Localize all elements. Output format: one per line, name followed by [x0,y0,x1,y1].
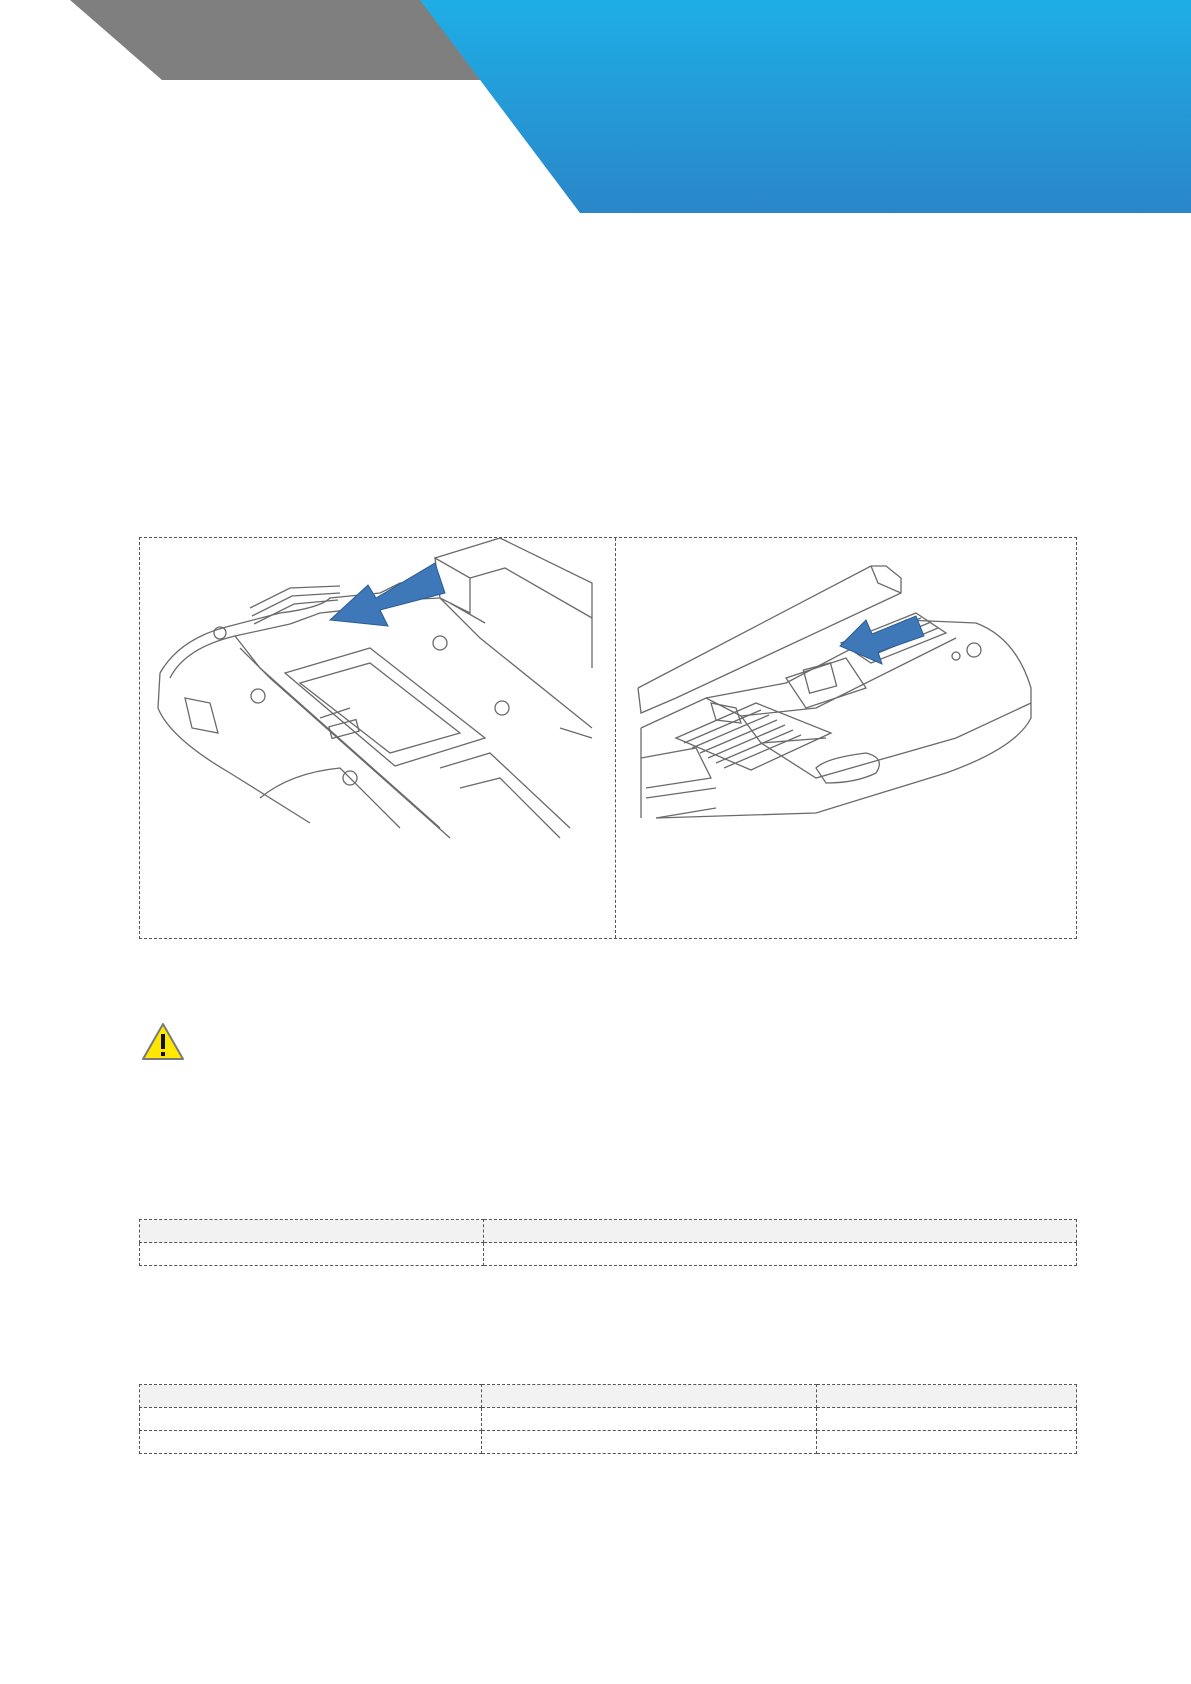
table-header-row [140,1220,1077,1243]
header-banner [0,0,1191,215]
warning-triangle-icon [141,1022,185,1062]
table-row [140,1408,1077,1431]
table-header-row [140,1385,1077,1408]
table-cell [817,1408,1077,1431]
table-cell [140,1431,482,1454]
table-cell [482,1408,817,1431]
slide-arrow-icon [330,563,445,626]
spec-table-2 [139,1384,1077,1454]
battery-latch-slide-illustration [616,538,1076,938]
table-cell [817,1431,1077,1454]
slide-arrow-icon-right [840,616,924,664]
table-cell [817,1385,1077,1408]
table-row [140,1431,1077,1454]
table-cell [484,1220,1077,1243]
header-blue-band [420,0,1191,213]
table-cell [482,1385,817,1408]
table-cell [140,1220,484,1243]
figure-table [139,537,1077,939]
table-cell [484,1243,1077,1266]
battery-cover-removal-illustration [140,538,616,938]
table-cell [140,1243,484,1266]
figure-cell-right [616,538,1076,938]
table-cell [482,1431,817,1454]
table-cell [140,1385,482,1408]
table-row [140,1243,1077,1266]
figure-cell-left [140,538,616,938]
table-cell [140,1408,482,1431]
spec-table-1 [139,1219,1077,1266]
